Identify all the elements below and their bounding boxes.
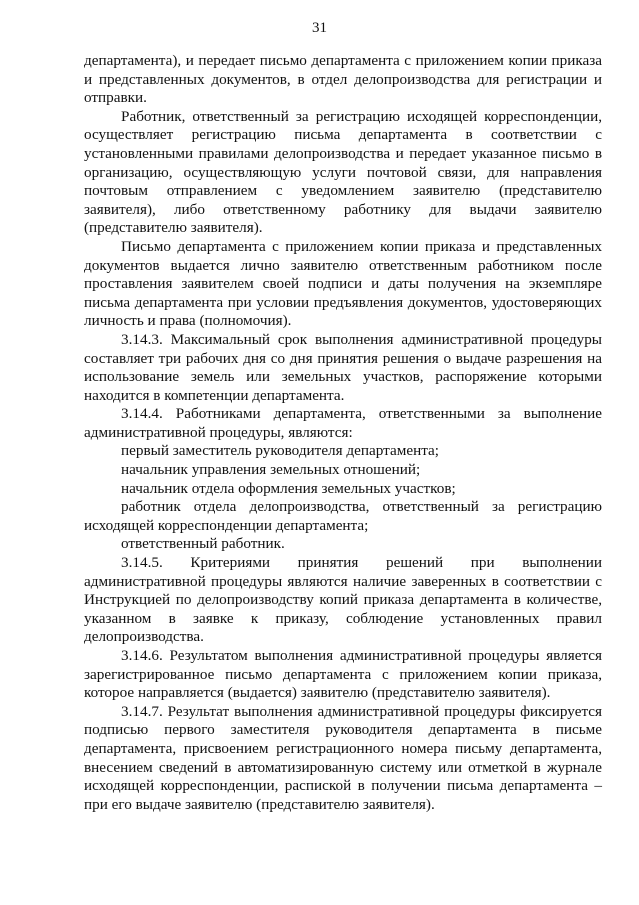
page-number: 31 <box>312 20 327 36</box>
paragraph-3-14-4: 3.14.4. Работниками департамента, ответственными за выполнение административной процедуры, являются: <box>84 405 602 441</box>
list-item: ответственный работник. <box>121 535 285 553</box>
list-item: начальник управления земельных отношений; <box>121 461 421 479</box>
paragraph-3-14-3: 3.14.3. Максимальный срок выполнения административной процедуры составляет три рабочих дня со дня принятия решения о выдаче разрешения на использование земель или земельных участков, распоряжение которыми находится в компетенции департамента. <box>84 330 602 404</box>
paragraph: Работник, ответственный за регистрацию исходящей корреспонденции, осуществляет регистрацию письма департамента в соответствии с установленными правилами делопроизводства и передает указанное письмо в организацию, осуществляющую услуги почтовой связи, для направления почтовым отправлением с уведомлением заявителю (представителю заявителя), либо ответственному работнику для выдачи заявителю (представителю заявителя). <box>84 107 602 237</box>
paragraph: департамента), и передает письмо департамента с приложением копии приказа и представленных документов, в отдел делопроизводства для регистрации и отправки. <box>84 52 602 107</box>
paragraph: Письмо департамента с приложением копии приказа и представленных документов выдается лично заявителю ответственным работником после проставления заявителем своей подписи и даты получения на экземпляре письма департамента при условии предъявления документов, удостоверяющих личность и права (полномочия). <box>84 237 602 330</box>
paragraph-3-14-7: 3.14.7. Результат выполнения административной процедуры фиксируется подписью первого заместителя руководителя департамента в письме департамента, присвоением регистрационного номера письму департамента, внесением сведений в автоматизированную систему или отметкой в журнале исходящей корреспонденции, распиской в получении письма департамента – при его выдаче заявителю (представителю заявителя). <box>84 702 602 813</box>
paragraph-3-14-6: 3.14.6. Результатом выполнения административной процедуры является зарегистрированное письмо департамента с приложением копии приказа, которое направляется (выдается) заявителю (представителю заявителя). <box>84 647 602 702</box>
list-item: начальник отдела оформления земельных участков; <box>121 479 456 497</box>
document-body <box>84 52 602 814</box>
list-item: работник отдела делопроизводства, ответственный за регистрацию исходящей корреспонденции департамента; <box>84 498 602 534</box>
paragraph-3-14-5: 3.14.5. Критериями принятия решений при выполнении административной процедуры являются наличие заверенных в соответствии с Инструкцией по делопроизводству копий приказа департамента в количестве, указанном в заявке к приказу, соблюдение установленных правил делопроизводства. <box>84 554 602 646</box>
list-item: первый заместитель руководителя департамента; <box>121 442 439 460</box>
